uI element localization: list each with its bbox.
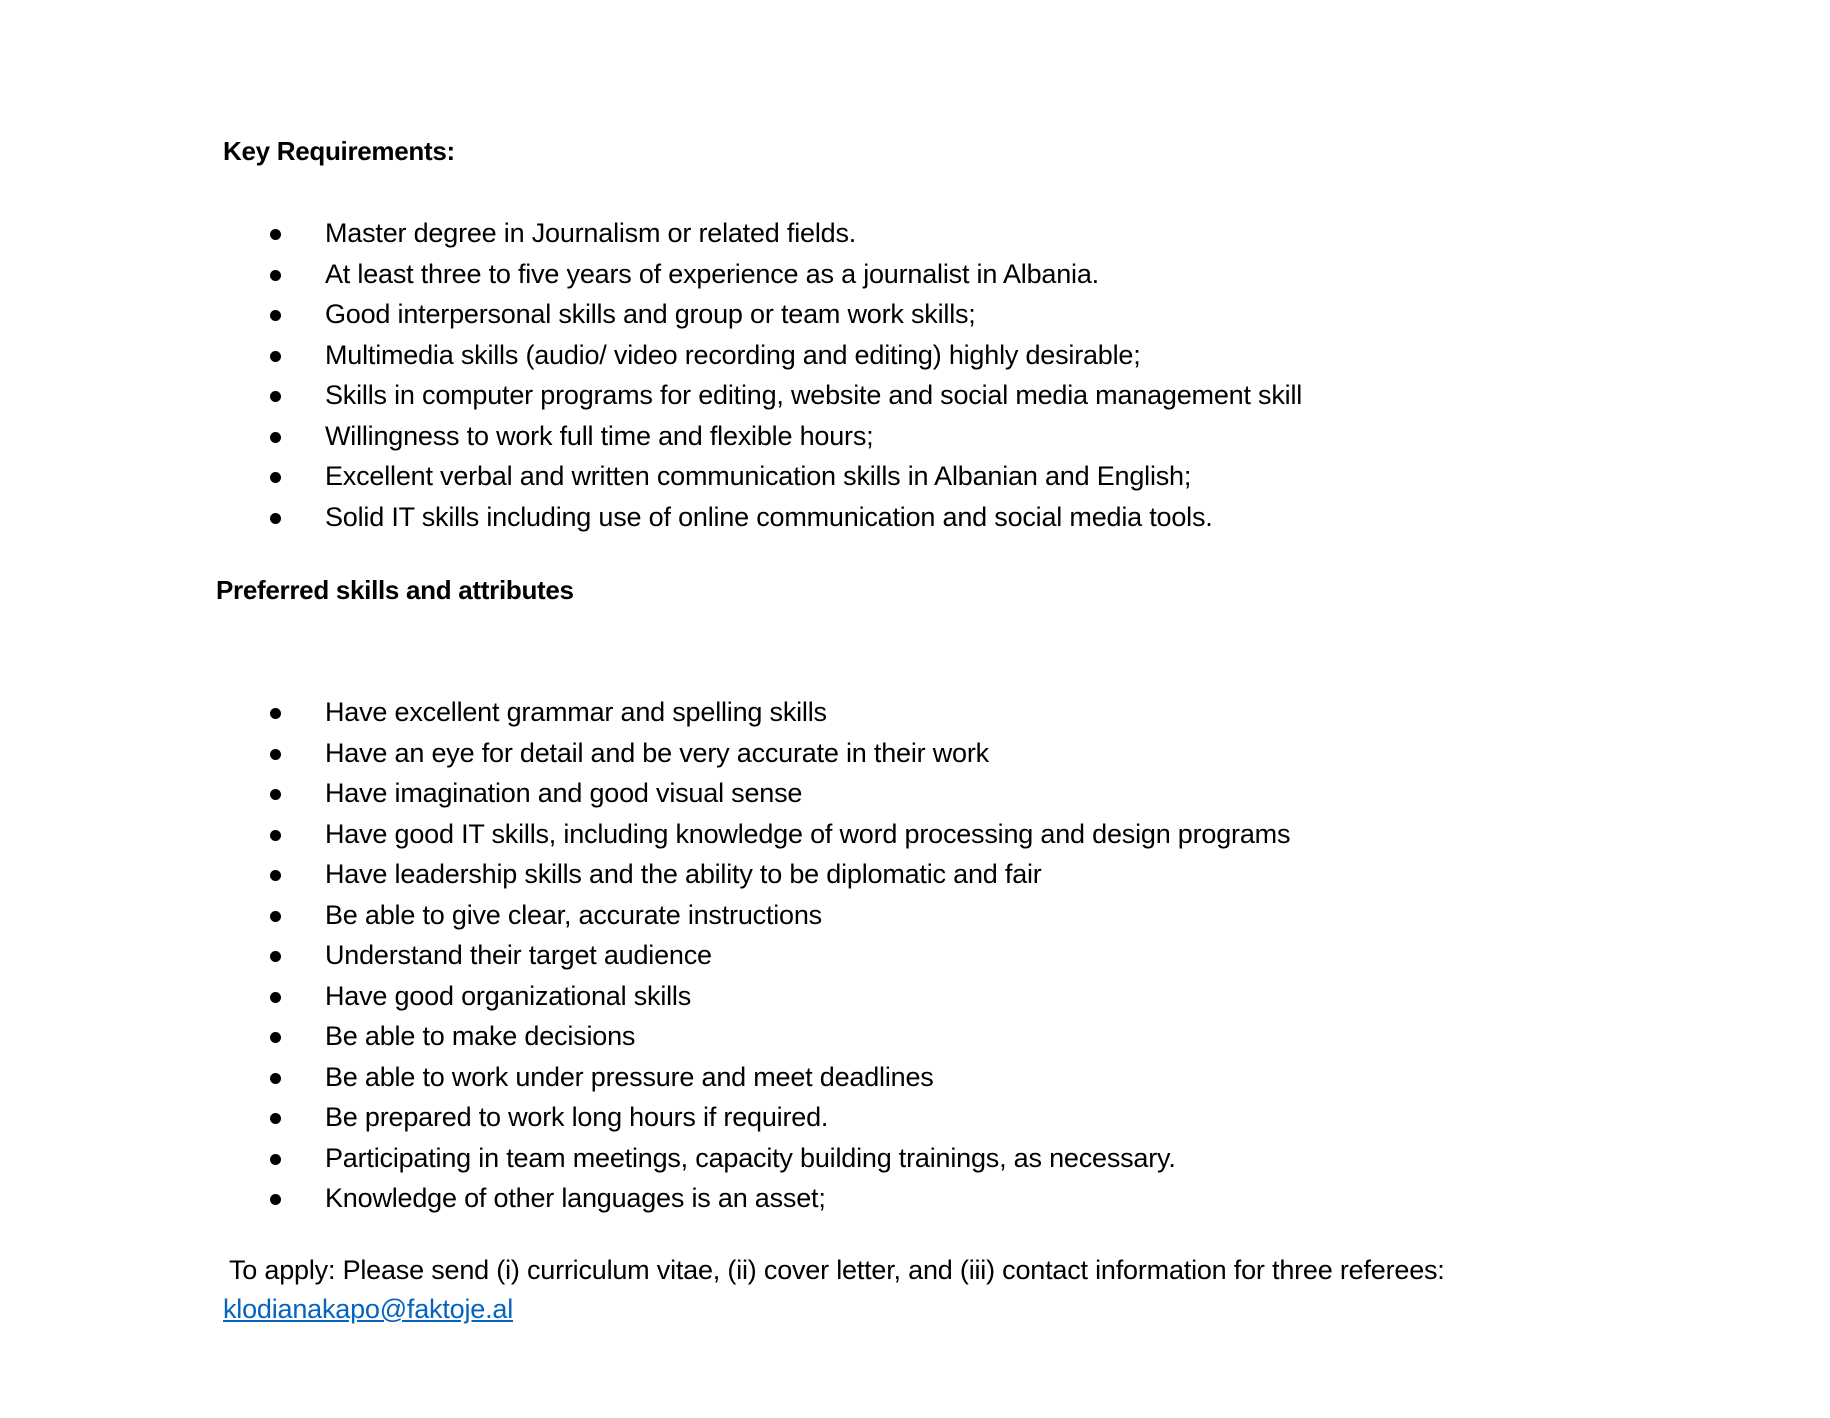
bullet-icon [270,270,281,281]
key-requirements-heading: Key Requirements: [223,136,455,166]
bullet-icon [270,472,281,483]
bullet-icon [270,708,281,719]
preferred-skills-heading: Preferred skills and attributes [216,575,574,605]
bullet-icon [270,992,281,1003]
bullet-icon [270,951,281,962]
bullet-icon [270,911,281,922]
bullet-icon [270,513,281,524]
bullet-icon [270,1154,281,1165]
apply-instructions: To apply: Please send (i) curriculum vitae, (ii) cover letter, and (iii) contact information for three referees: [229,1255,1445,1285]
bullet-icon [270,1032,281,1043]
document-page: Key Requirements: Master degree in Journalism or related fields. At least three to five years of experience as a journalist in Albania. Good interpersonal skills and group or team work skills; Multimedia skills (audio/ video recording and editing) highly desirable; Skills in computer programs for editing, website and social media management skill Willingness to work full time and flexible hours; Excellent verbal and written communication skills in Albanian and English; Solid IT skills including use of online communication and social media tools. Preferred skills and attributes Have excellent grammar and spelling skills Have an eye for detail and be very accurate in their work Have imagination and good visual sense Have good IT skills, including knowledge of word processing and design programs Have leadership skills and the ability to be diplomatic and fair Be able to give clear, accurate instructions Understand their target audience Have good organizational skills Be able to make decisions Be able to work under pressure and meet deadlines Be prepared to work long hours if required. Participating in team meetings, capacity building trainings, as necessary. Knowledge of other languages is an asset; To apply: Please send (i) curriculum vitae, (ii) cover letter, and (iii) contact information for three referees: klodianakapo@faktoje.al [216,136,1445,1324]
bullet-icon [270,749,281,760]
bullet-icon [270,351,281,362]
bullet-icon [270,1113,281,1124]
bullet-icon [270,789,281,800]
bullet-icon [270,1073,281,1084]
bullet-icon [270,432,281,443]
bullet-icon [270,229,281,240]
bullet-icon [270,830,281,841]
apply-email-link[interactable]: klodianakapo@faktoje.al [223,1294,514,1324]
bullet-icon [270,310,281,321]
bullet-icon [270,391,281,402]
bullet-icon [270,870,281,881]
bullet-icon [270,1194,281,1205]
